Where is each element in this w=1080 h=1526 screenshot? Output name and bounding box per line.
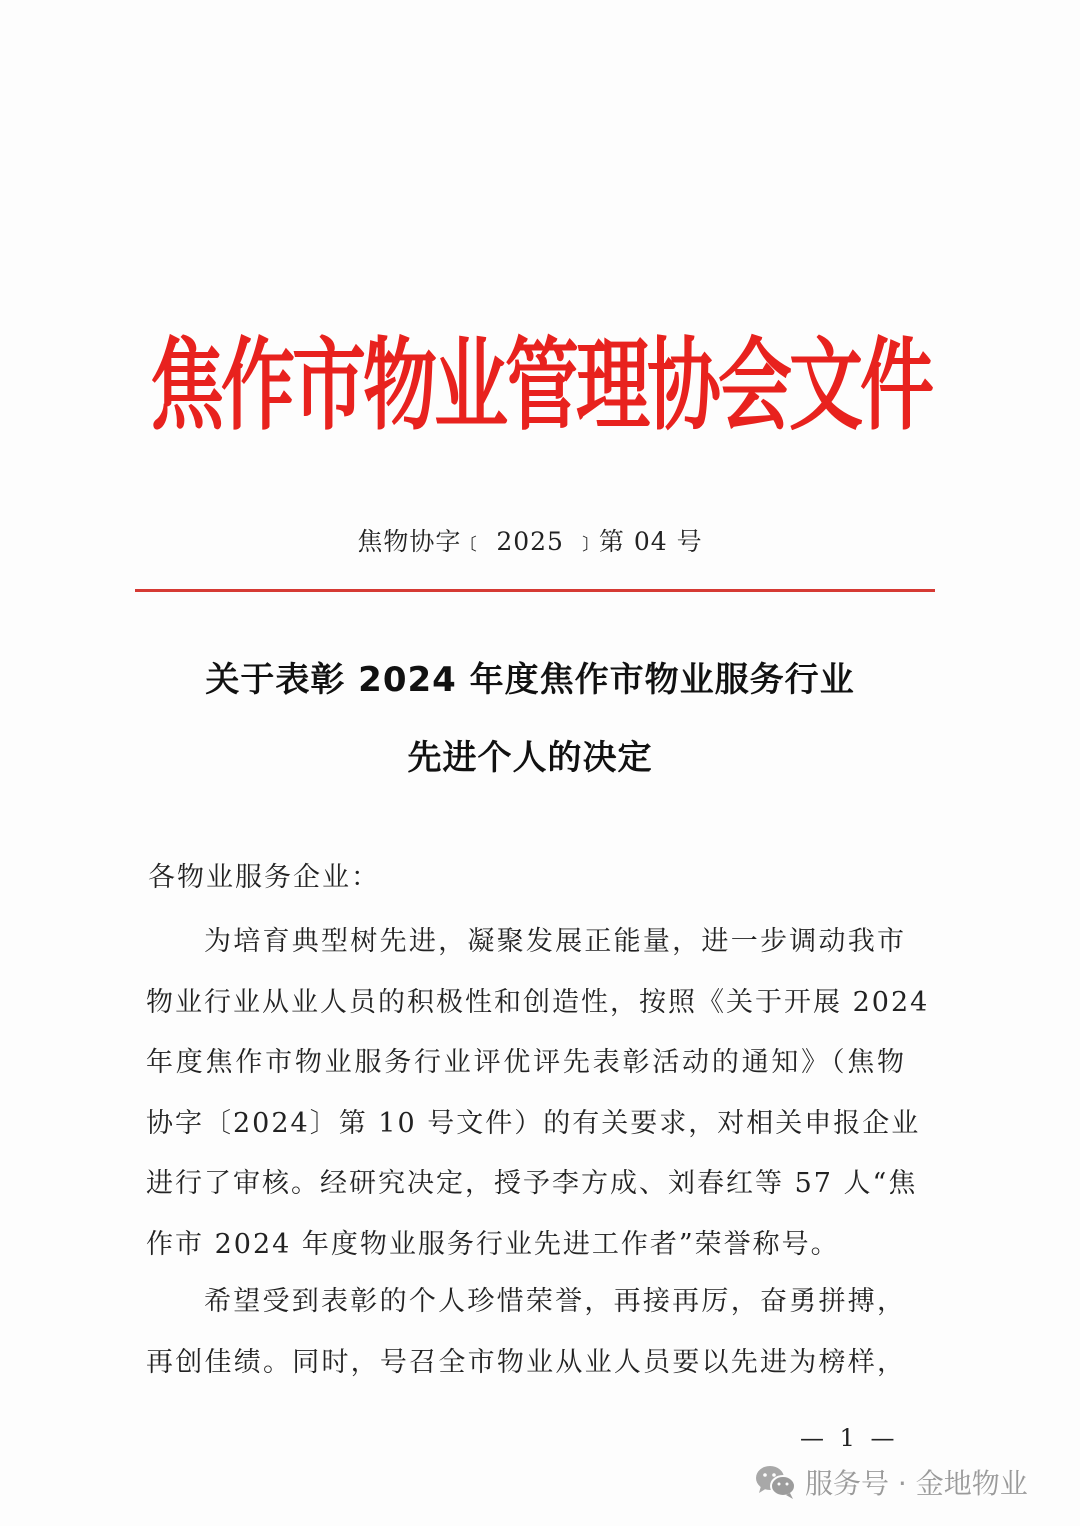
document-number: 焦物协字﹝ 2025 ﹞第 04 号 bbox=[357, 527, 703, 556]
masthead-char: 业 bbox=[434, 328, 508, 445]
paragraph-line: 协字〔2024〕第 10 号文件）的有关要求，对相关申报企业 bbox=[146, 1107, 921, 1139]
masthead-char: 焦 bbox=[150, 328, 224, 445]
paragraph-line: 再创佳绩。同时，号召全市物业从业人员要以先进为榜样， bbox=[146, 1346, 906, 1378]
masthead-char: 协 bbox=[647, 328, 721, 445]
masthead-char: 管 bbox=[505, 328, 579, 445]
paragraph-line: 为培育典型树先进，凝聚发展正能量，进一步调动我市 bbox=[204, 926, 906, 957]
salutation: 各物业服务企业： bbox=[148, 862, 380, 893]
masthead-char: 理 bbox=[576, 328, 650, 445]
paragraph-line: 年度焦作市物业服务行业评优评先表彰活动的通知》（焦物 bbox=[146, 1047, 906, 1078]
paragraph-line: 进行了审核。经研究决定，授予李方成、刘春红等 57 人“焦 bbox=[146, 1168, 918, 1199]
masthead-char: 会 bbox=[718, 328, 792, 445]
wechat-icon bbox=[755, 1464, 797, 1500]
masthead-char: 文 bbox=[789, 328, 863, 445]
source-watermark bbox=[755, 1462, 1028, 1502]
paragraph-2 bbox=[146, 1272, 906, 1393]
document-title-line2: 先进个人的决定 bbox=[407, 738, 653, 778]
red-divider bbox=[135, 589, 935, 592]
masthead-char: 物 bbox=[363, 328, 437, 445]
paragraph-1 bbox=[146, 912, 930, 1275]
paragraph-line: 作市 2024 年度物业服务行业先进工作者”荣誉称号。 bbox=[146, 1228, 840, 1260]
paragraph-line: 物业行业从业人员的积极性和创造性，按照《关于开展 2024 bbox=[146, 986, 930, 1018]
masthead-char: 作 bbox=[221, 328, 295, 445]
masthead-char: 市 bbox=[292, 328, 366, 445]
document-title-line1: 关于表彰 2024 年度焦作市物业服务行业 bbox=[205, 660, 855, 700]
paragraph-line: 希望受到表彰的个人珍惜荣誉，再接再厉，奋勇拼搏， bbox=[204, 1286, 906, 1317]
masthead-char: 件 bbox=[860, 328, 934, 445]
watermark-text: 服务号 · 金地物业 bbox=[805, 1467, 1028, 1500]
masthead-title bbox=[150, 297, 934, 459]
page-number: — 1 — bbox=[800, 1424, 899, 1452]
